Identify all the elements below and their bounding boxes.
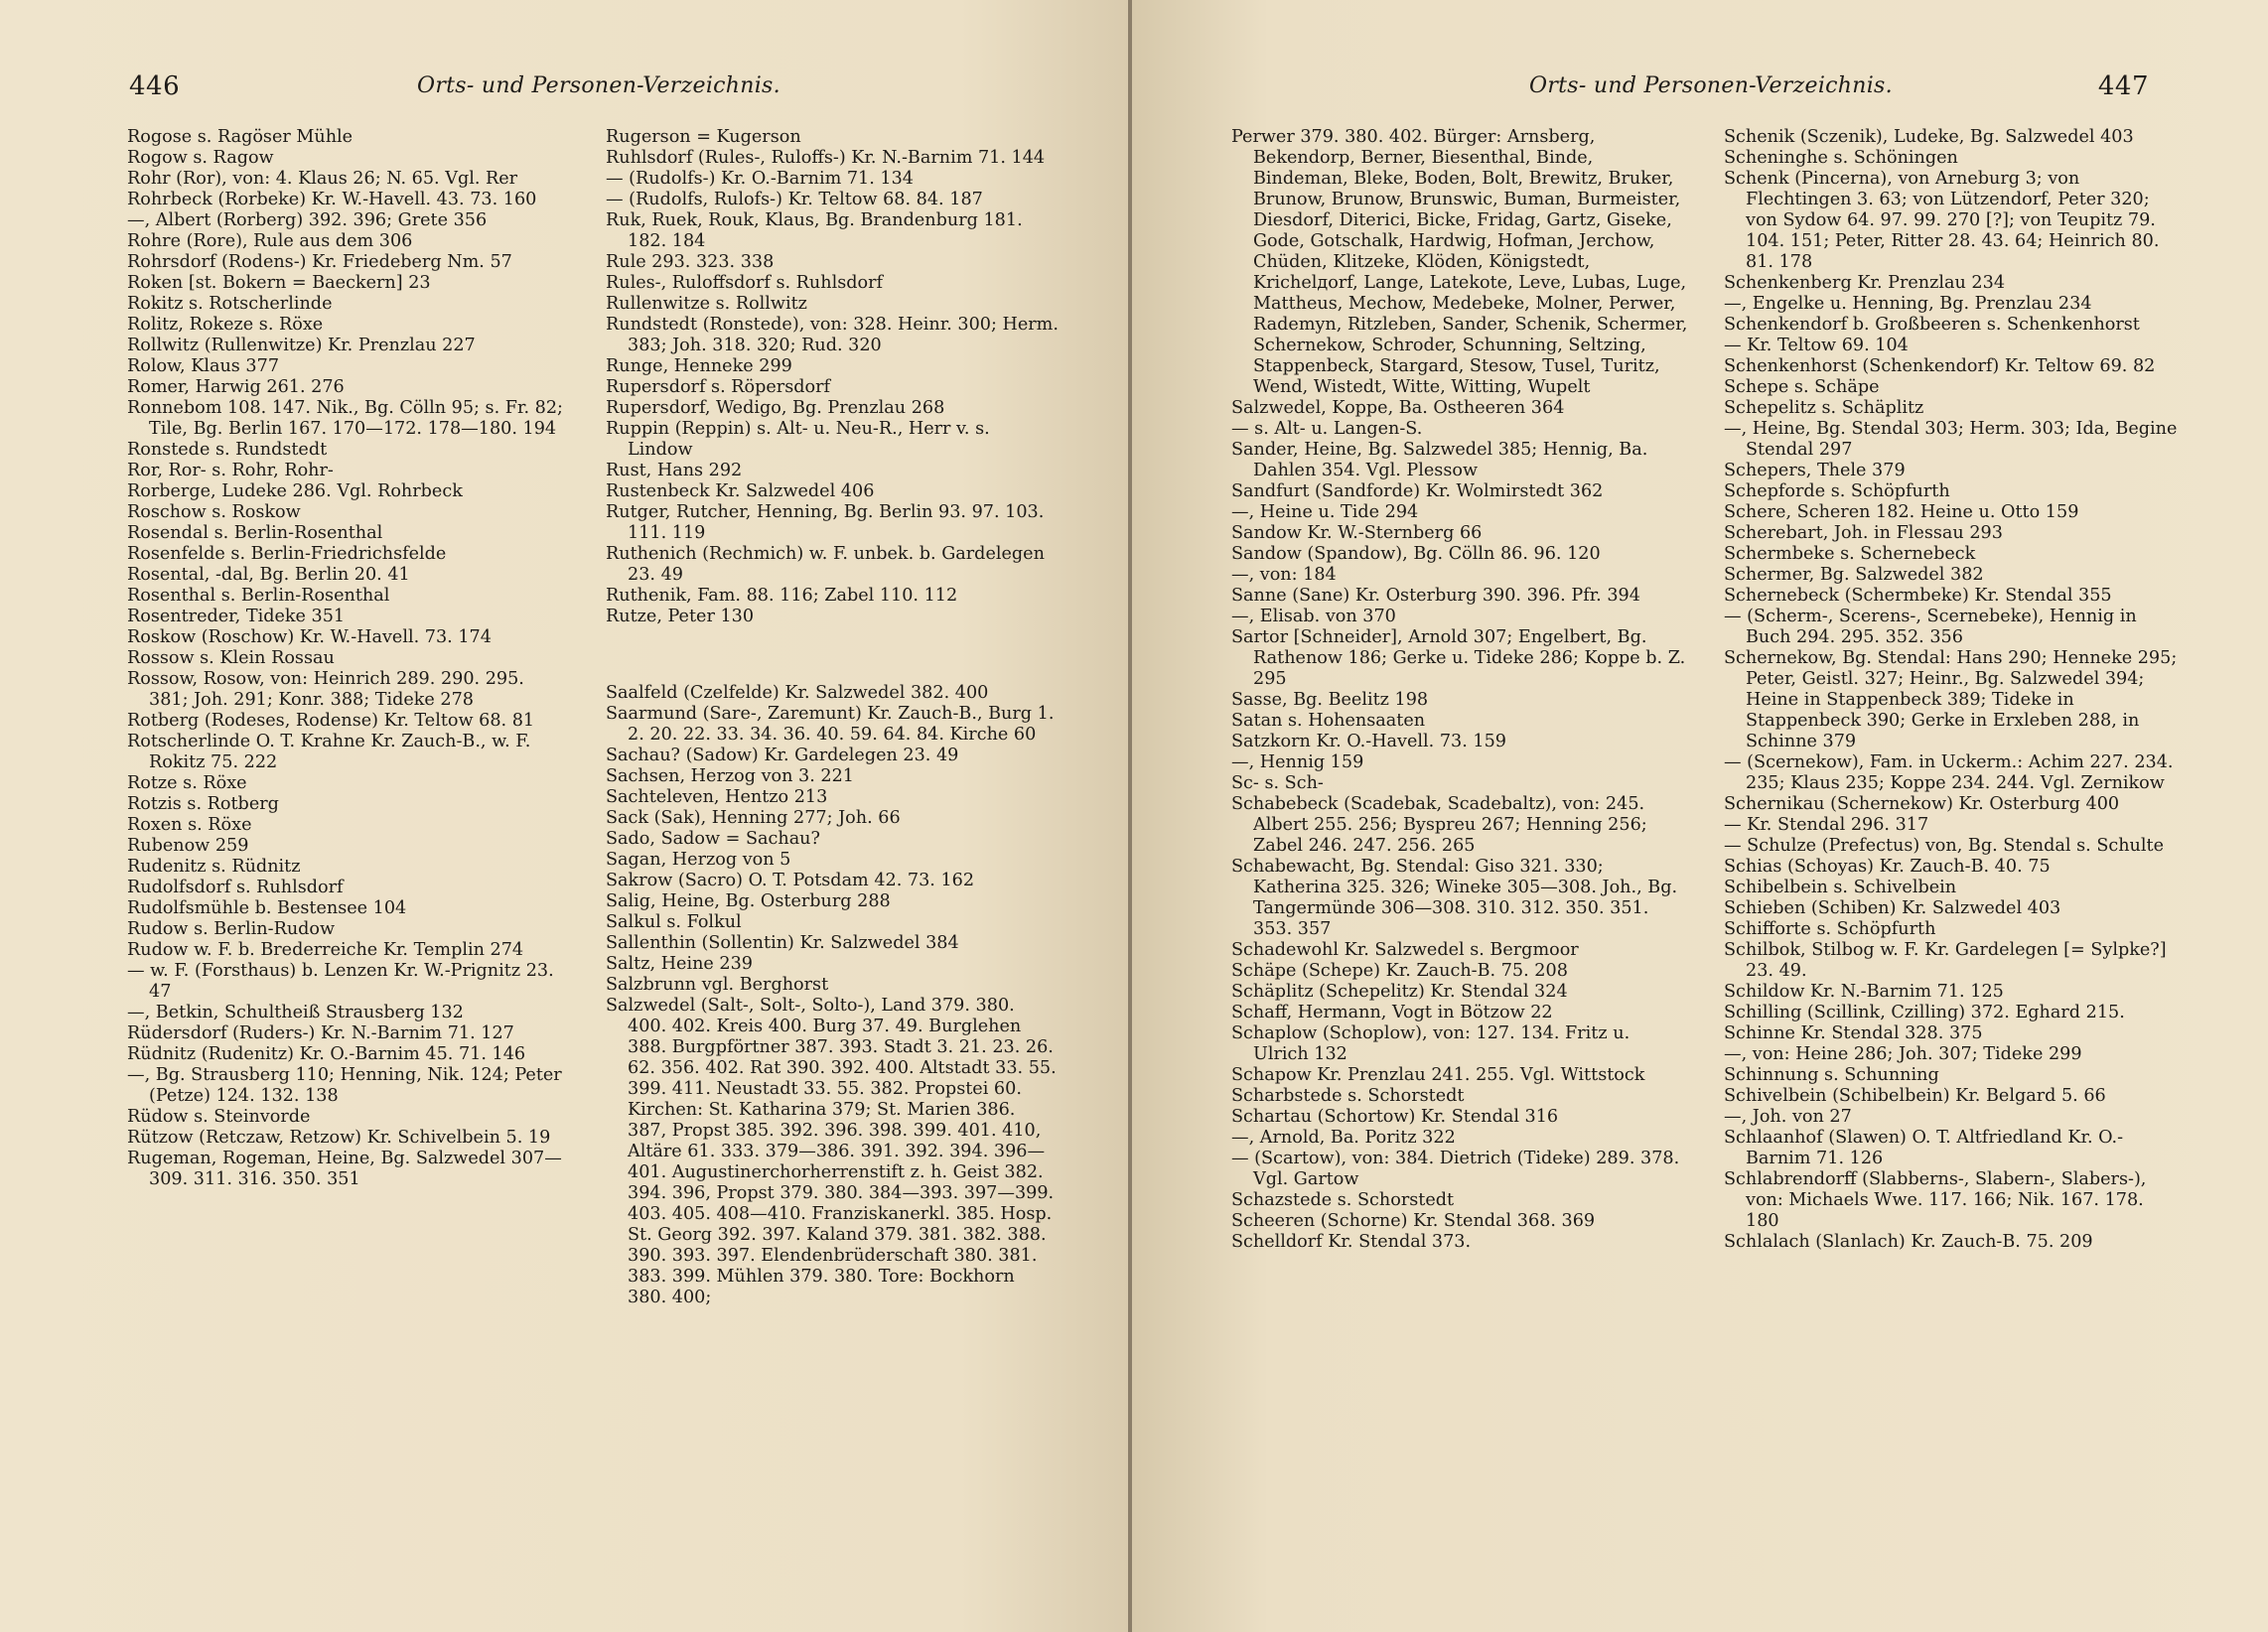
index-entry: Rustenbeck Kr. Salzwedel 406 <box>606 481 875 501</box>
index-entry: Rosenfelde s. Berlin-Friedrichsfelde <box>127 544 447 564</box>
index-entry: Rule 293. 323. 338 <box>606 252 775 272</box>
index-entry: Schernikau (Schernekow) Kr. Osterburg 400 <box>1724 794 2120 814</box>
index-entry: Schifforte s. Schöpfurth <box>1724 919 1936 939</box>
index-entry: Schepforde s. Schöpfurth <box>1724 481 1950 501</box>
index-entry: Perwer 379. 380. 402. Bürger: Arnsberg, Bekendorp, Berner, Biesenthal, Binde, Bindeman, Bleke, Boden, Bolt, Brewitz, Bruker, Brunow, Brunow, Brunswic, Buman, Burmeister, Diesdorf, Diterici, Bicke, Fridag, Gartz, Giseke, Gode, Gotschalk, Hardwig, Hofman, Jerchow, Chüden, Klitzeke, Klöden, Königstedt, Krichelдorf, Lange, Latekote, Leve, Lubas, Luge, Mattheus, Mechow, Medebeke, Molner, Perwer, Rademyn, Ritzleben, Sander, Schenik, Schermer, Schernekow, Schroder, Schunning, Seltzing, Stappenbeck, Stargard, Stesow, Tusel, Turitz, Wend, Wistedt, Witte, Witting, Wupelt <box>1231 127 1688 397</box>
index-entry: Scherebart, Joh. in Flessau 293 <box>1724 523 2003 543</box>
index-entry: Sander, Heine, Bg. Salzwedel 385; Hennig, Ba. Dahlen 354. Vgl. Plessow <box>1231 440 1648 480</box>
index-entry: Roken [st. Bokern = Baeckern] 23 <box>127 273 431 293</box>
index-entry: Saltz, Heine 239 <box>606 954 753 975</box>
index-entry: Schepelitz s. Schäplitz <box>1724 398 1924 418</box>
index-entry: Rudenitz s. Rüdnitz <box>127 857 301 877</box>
index-entry: Rotscherlinde O. T. Krahne Kr. Zauch-B., w. F. Rokitz 75. 222 <box>127 732 531 772</box>
section-gap <box>606 645 1059 666</box>
left-column-1 <box>127 127 564 1190</box>
index-entry: — s. Alt- u. Langen-S. <box>1231 419 1423 439</box>
index-entry: Schaff, Hermann, Vogt in Bötzow 22 <box>1231 1003 1553 1022</box>
index-entry: Rosental, -dal, Bg. Berlin 20. 41 <box>127 565 410 585</box>
index-entry: Schazstede s. Schorstedt <box>1231 1190 1455 1210</box>
index-entry: Satzkorn Kr. O.-Havell. 73. 159 <box>1231 732 1506 751</box>
index-entry: — (Rudolfs, Rulofs-) Kr. Teltow 68. 84. 187 <box>606 190 983 209</box>
index-entry: Rogow s. Ragow <box>127 148 274 168</box>
index-entry: Schieben (Schiben) Kr. Salzwedel 403 <box>1724 898 2061 918</box>
index-entry: Rubenow 259 <box>127 836 249 856</box>
index-entry: Schias (Schoyas) Kr. Zauch-B. 40. 75 <box>1724 857 2051 877</box>
index-entry: Rüdnitz (Rudenitz) Kr. O.-Barnim 45. 71. 146 <box>127 1044 526 1064</box>
index-entry: Ronnebom 108. 147. Nik., Bg. Cölln 95; s. Fr. 82; Tile, Bg. Berlin 167. 170—172. 178—180. 194 <box>127 398 563 439</box>
index-entry: Rudolfsmühle b. Bestensee 104 <box>127 898 407 918</box>
index-entry: —, Heine, Bg. Stendal 303; Herm. 303; Ida, Begine Stendal 297 <box>1724 419 2178 460</box>
index-entry: Sasse, Bg. Beelitz 198 <box>1231 690 1429 710</box>
index-entry: Schenik (Sczenik), Ludeke, Bg. Salzwedel 403 <box>1724 127 2134 147</box>
index-entry: Rossow s. Klein Rossau <box>127 648 335 668</box>
index-entry: Rudolfsdorf s. Ruhlsdorf <box>127 878 344 897</box>
right-column-2 <box>1724 127 2181 1253</box>
index-entry: Schinne Kr. Stendal 328. 375 <box>1724 1023 1983 1043</box>
index-entry: Schenk (Pincerna), von Arneburg 3; von Flechtingen 3. 63; von Lützendorf, Peter 320; von Sydow 64. 97. 99. 270 [?]; von Teupitz 79. 104. 151; Peter, Ritter 28. 43. 64; Heinrich 80. 81. 178 <box>1724 169 2160 272</box>
index-entry: Schenkenberg Kr. Prenzlau 234 <box>1724 273 2006 293</box>
index-entry: Rolow, Klaus 377 <box>127 356 280 376</box>
index-entry: Rüdow s. Steinvorde <box>127 1107 311 1127</box>
index-entry: Sartor [Schneider], Arnold 307; Engelbert, Bg. Rathenow 186; Gerke u. Tideke 286; Koppe b. Z. 295 <box>1231 627 1686 689</box>
index-entry: — (Scartow), von: 384. Dietrich (Tideke) 289. 378. Vgl. Gartow <box>1231 1149 1680 1189</box>
index-entry: —, Arnold, Ba. Poritz 322 <box>1231 1128 1456 1148</box>
index-entry: Schäpe (Schepe) Kr. Zauch-B. 75. 208 <box>1231 961 1568 981</box>
index-entry: Satan s. Hohensaaten <box>1231 711 1426 731</box>
index-entry: — Kr. Stendal 296. 317 <box>1724 815 1929 835</box>
index-entry: Rugerson = Kugerson <box>606 127 801 147</box>
index-entry: Sandow (Spandow), Bg. Cölln 86. 96. 120 <box>1231 544 1601 564</box>
index-entry: Rohre (Rore), Rule aus dem 306 <box>127 231 413 251</box>
index-entry: Ronstede s. Rundstedt <box>127 440 328 460</box>
index-entry: Schartau (Schortow) Kr. Stendal 316 <box>1231 1107 1559 1127</box>
index-entry: Schlalach (Slanlach) Kr. Zauch-B. 75. 209 <box>1724 1232 2093 1252</box>
index-entry: Rullenwitze s. Rollwitz <box>606 294 807 314</box>
index-entry: Rotberg (Rodeses, Rodense) Kr. Teltow 68. 81 <box>127 711 535 731</box>
index-entry: Schernebeck (Schermbeke) Kr. Stendal 355 <box>1724 586 2112 606</box>
index-entry: Ror, Ror- s. Rohr, Rohr- <box>127 461 334 480</box>
index-entry: — w. F. (Forsthaus) b. Lenzen Kr. W.-Prignitz 23. 47 <box>127 961 554 1002</box>
index-entry: Ruk, Ruek, Rouk, Klaus, Bg. Brandenburg 181. 182. 184 <box>606 210 1023 251</box>
index-entry: Schepe s. Schäpe <box>1724 377 1880 397</box>
index-entry: Ruthenik, Fam. 88. 116; Zabel 110. 112 <box>606 586 958 606</box>
index-entry: —, Hennig 159 <box>1231 752 1364 772</box>
index-entry: Schermer, Bg. Salzwedel 382 <box>1724 565 1984 585</box>
index-entry: Schivelbein (Schibelbein) Kr. Belgard 5. 66 <box>1724 1086 2106 1106</box>
index-entry: — (Scernekow), Fam. in Uckerm.: Achim 227. 234. 235; Klaus 235; Koppe 234. 244. Vgl. Zernikow <box>1724 752 2174 793</box>
index-entry: Scharbstede s. Schorstedt <box>1231 1086 1465 1106</box>
index-entry: Rossow, Rosow, von: Heinrich 289. 290. 295. 381; Joh. 291; Konr. 388; Tideke 278 <box>127 669 524 710</box>
index-entry: Rosenthal s. Berlin-Rosenthal <box>127 586 390 606</box>
index-entry: Rosentreder, Tideke 351 <box>127 607 346 626</box>
index-entry: —, Bg. Strausberg 110; Henning, Nik. 124; Peter (Petze) 124. 132. 138 <box>127 1065 562 1106</box>
index-entry: Rutze, Peter 130 <box>606 607 755 626</box>
index-entry: Schabewacht, Bg. Stendal: Giso 321. 330; Katherina 325. 326; Wineke 305—308. Joh., Bg. Tangermünde 306—308. 310. 312. 350. 351. 353. 357 <box>1231 857 1678 939</box>
index-entry: Rutger, Rutcher, Henning, Bg. Berlin 93. 97. 103. 111. 119 <box>606 502 1045 543</box>
index-entry: Scheeren (Schorne) Kr. Stendal 368. 369 <box>1231 1211 1596 1231</box>
index-entry: Schepers, Thele 379 <box>1724 461 1906 480</box>
index-entry: Sado, Sadow = Sachau? <box>606 829 820 850</box>
index-entry: Schere, Scheren 182. Heine u. Otto 159 <box>1724 502 2079 522</box>
index-entry: Rohrbeck (Rorbeke) Kr. W.-Havell. 43. 73. 160 <box>127 190 537 209</box>
index-entry: — (Rudolfs-) Kr. O.-Barnim 71. 134 <box>606 169 915 189</box>
index-entry: Sandow Kr. W.-Sternberg 66 <box>1231 523 1483 543</box>
index-entry: Romer, Harwig 261. 276 <box>127 377 345 397</box>
index-entry: Sandfurt (Sandforde) Kr. Wolmirstedt 362 <box>1231 481 1604 501</box>
right-column-1 <box>1231 127 1690 1253</box>
index-entry: Rupersdorf s. Röpersdorf <box>606 377 831 397</box>
index-entry: Rollwitz (Rullenwitze) Kr. Prenzlau 227 <box>127 336 476 355</box>
index-entry: Rorberge, Ludeke 286. Vgl. Rohrbeck <box>127 481 463 501</box>
index-entry: Sagan, Herzog von 5 <box>606 850 791 871</box>
index-entry: Ruhlsdorf (Rules-, Ruloffs-) Kr. N.-Barnim 71. 144 <box>606 148 1046 168</box>
page-number-right: 447 <box>2097 71 2149 101</box>
index-entry: Roschow s. Roskow <box>127 502 301 522</box>
running-head-left: Orts- und Personen-Verzeichnis. <box>417 73 780 98</box>
index-entry: Sachau? (Sadow) Kr. Gardelegen 23. 49 <box>606 746 959 766</box>
index-entry: Schilling (Scillink, Czilling) 372. Eghard 215. <box>1724 1003 2125 1022</box>
index-entry: Schapow Kr. Prenzlau 241. 255. Vgl. Wittstock <box>1231 1065 1645 1085</box>
index-entry: —, Heine u. Tide 294 <box>1231 502 1419 522</box>
index-entry: — (Scherm-, Scerens-, Scernebeke), Hennig in Buch 294. 295. 352. 356 <box>1724 607 2137 647</box>
index-entry: —, von: 184 <box>1231 565 1337 585</box>
page-number-left: 446 <box>129 71 181 101</box>
index-entry: Ruppin (Reppin) s. Alt- u. Neu-R., Herr v. s. Lindow <box>606 419 990 460</box>
index-entry: Sanne (Sane) Kr. Osterburg 390. 396. Pfr. 394 <box>1231 586 1640 606</box>
index-entry: Schenkendorf b. Großbeeren s. Schenkenhorst <box>1724 315 2140 335</box>
index-entry: Rudow s. Berlin-Rudow <box>127 919 336 939</box>
index-entry: Roskow (Roschow) Kr. W.-Havell. 73. 174 <box>127 627 492 647</box>
index-entry: Schermbeke s. Schernebeck <box>1724 544 1976 564</box>
index-entry: Rogose s. Ragöser Mühle <box>127 127 354 147</box>
index-entry: —, Betkin, Schultheiß Strausberg 132 <box>127 1003 464 1022</box>
index-entry: Rützow (Retczaw, Retzow) Kr. Schivelbein 5. 19 <box>127 1128 551 1148</box>
index-entry: Sallenthin (Sollentin) Kr. Salzwedel 384 <box>606 933 959 954</box>
index-entry: Rolitz, Rokeze s. Röxe <box>127 315 324 335</box>
index-entry: Schaplow (Schoplow), von: 127. 134. Fritz u. Ulrich 132 <box>1231 1023 1630 1064</box>
index-entry: Schinnung s. Schunning <box>1724 1065 1939 1085</box>
index-entry: —, von: Heine 286; Joh. 307; Tideke 299 <box>1724 1044 2082 1064</box>
index-entry: Schelldorf Kr. Stendal 373. <box>1231 1232 1472 1252</box>
index-entry: — Schulze (Prefectus) von, Bg. Stendal s. Schulte <box>1724 836 2164 856</box>
left-column-2 <box>606 127 1059 1308</box>
index-entry: Rugeman, Rogeman, Heine, Bg. Salzwedel 307—309. 311. 316. 350. 351 <box>127 1149 562 1189</box>
index-entry: Schabebeck (Scadebak, Scadebaltz), von: 245. Albert 255. 256; Byspreu 267; Henning 256; Zabel 246. 247. 256. 265 <box>1231 794 1647 856</box>
index-entry: Rokitz s. Rotscherlinde <box>127 294 333 314</box>
index-entry: Saalfeld (Czelfelde) Kr. Salzwedel 382. 400 <box>606 683 989 704</box>
index-entry: Sack (Sak), Henning 277; Joh. 66 <box>606 808 901 829</box>
index-entry: Schernekow, Bg. Stendal: Hans 290; Henneke 295; Peter, Geistl. 327; Heinr., Bg. Salzwedel 394; Heine in Stappenbeck 389; Tideke in Stappenbeck 390; Gerke in Erxleben 288, in Schinne 379 <box>1724 648 2178 751</box>
index-entry: Schlaanhof (Slawen) O. T. Altfriedland Kr. O.-Barnim 71. 126 <box>1724 1128 2124 1168</box>
index-entry: Rudow w. F. b. Brederreiche Kr. Templin 274 <box>127 940 524 960</box>
index-entry: Sachsen, Herzog von 3. 221 <box>606 766 854 787</box>
index-entry: Schadewohl Kr. Salzwedel s. Bergmoor <box>1231 940 1579 960</box>
index-entry: Schenkenhorst (Schenkendorf) Kr. Teltow 69. 82 <box>1724 356 2156 376</box>
index-entry: Roxen s. Röxe <box>127 815 252 835</box>
index-entry: Saarmund (Sare-, Zaremunt) Kr. Zauch-B., Burg 1. 2. 20. 22. 33. 34. 36. 40. 59. 64. 84. Kirche 60 <box>606 704 1055 746</box>
index-entry: Rosendal s. Berlin-Rosenthal <box>127 523 383 543</box>
index-entry: —, Engelke u. Henning, Bg. Prenzlau 234 <box>1724 294 2092 314</box>
index-entry: Sc- s. Sch- <box>1231 773 1324 793</box>
right-page <box>1132 0 2268 1632</box>
index-entry: Salzwedel, Koppe, Ba. Ostheeren 364 <box>1231 398 1565 418</box>
index-entry: Rotze s. Röxe <box>127 773 247 793</box>
index-entry: Schlabrendorff (Slabberns-, Slabern-, Slabers-), von: Michaels Wwe. 117. 166; Nik. 167. 178. 180 <box>1724 1169 2147 1231</box>
index-entry: Salzbrunn vgl. Berghorst <box>606 975 829 996</box>
index-entry: Salig, Heine, Bg. Osterburg 288 <box>606 891 891 912</box>
index-entry: Rundstedt (Ronstede), von: 328. Heinr. 300; Herm. 383; Joh. 318. 320; Rud. 320 <box>606 315 1059 355</box>
index-entry: Salzwedel (Salt-, Solt-, Solto-), Land 379. 380. 400. 402. Kreis 400. Burg 37. 49. Burglehen 388. Burgpförtner 387. 393. Stadt 3. 21. 23. 26. 62. 356. 402. Rat 390. 392. 400. Altstadt 33. 55. 399. 411. Neustadt 33. 55. 382. Propstei 60. Kirchen: St. Katharina 379; St. Marien 386. 387, Propst 385. 392. 396. 398. 399. 401. 410, Altäre 61. 333. 379—386. 391. 392. 394. 396—401. Augustinerchorherrenstift z. h. Geist 382. 394. 396, Propst 379. 380. 384—393. 397—399. 403. 405. 408—410. Franziskanerkl. 385. Hosp. St. Georg 392. 397. Kaland 379. 381. 382. 388. 390. 393. 397. Elendenbrüderschaft 380. 381. 383. 399. Mühlen 379. 380. Tore: Bockhorn 380. 400; <box>606 996 1057 1308</box>
index-entry: Rupersdorf, Wedigo, Bg. Prenzlau 268 <box>606 398 945 418</box>
index-entry: —, Albert (Rorberg) 392. 396; Grete 356 <box>127 210 488 230</box>
index-entry: Schildow Kr. N.-Barnim 71. 125 <box>1724 982 2004 1002</box>
index-entry: Ruthenich (Rechmich) w. F. unbek. b. Gardelegen 23. 49 <box>606 544 1045 585</box>
index-entry: — Kr. Teltow 69. 104 <box>1724 336 1909 355</box>
index-entry: Rohrsdorf (Rodens-) Kr. Friedeberg Nm. 57 <box>127 252 512 272</box>
running-head-right: Orts- und Personen-Verzeichnis. <box>1529 73 1893 98</box>
index-entry: Rules-, Ruloffsdorf s. Ruhlsdorf <box>606 273 884 293</box>
index-entry: Schäplitz (Schepelitz) Kr. Stendal 324 <box>1231 982 1568 1002</box>
index-entry: Sakrow (Sacro) O. T. Potsdam 42. 73. 162 <box>606 871 975 891</box>
index-entry: Schibelbein s. Schivelbein <box>1724 878 1957 897</box>
index-entry: Runge, Henneke 299 <box>606 356 792 376</box>
index-entry: —, Elisab. von 370 <box>1231 607 1396 626</box>
index-entry: Salkul s. Folkul <box>606 912 742 933</box>
index-entry: —, Joh. von 27 <box>1724 1107 1852 1127</box>
index-entry: Rotzis s. Rotberg <box>127 794 279 814</box>
index-entry: Rüdersdorf (Ruders-) Kr. N.-Barnim 71. 127 <box>127 1023 514 1043</box>
index-entry: Schilbok, Stilbog w. F. Kr. Gardelegen [= Sylpke?] 23. 49. <box>1724 940 2167 981</box>
index-entry: Rohr (Ror), von: 4. Klaus 26; N. 65. Vgl. Rer <box>127 169 518 189</box>
index-entry: Scheninghe s. Schöningen <box>1724 148 1958 168</box>
index-entry: Sachteleven, Hentzo 213 <box>606 787 828 808</box>
index-entry: Rust, Hans 292 <box>606 461 743 480</box>
left-page <box>0 0 1128 1632</box>
